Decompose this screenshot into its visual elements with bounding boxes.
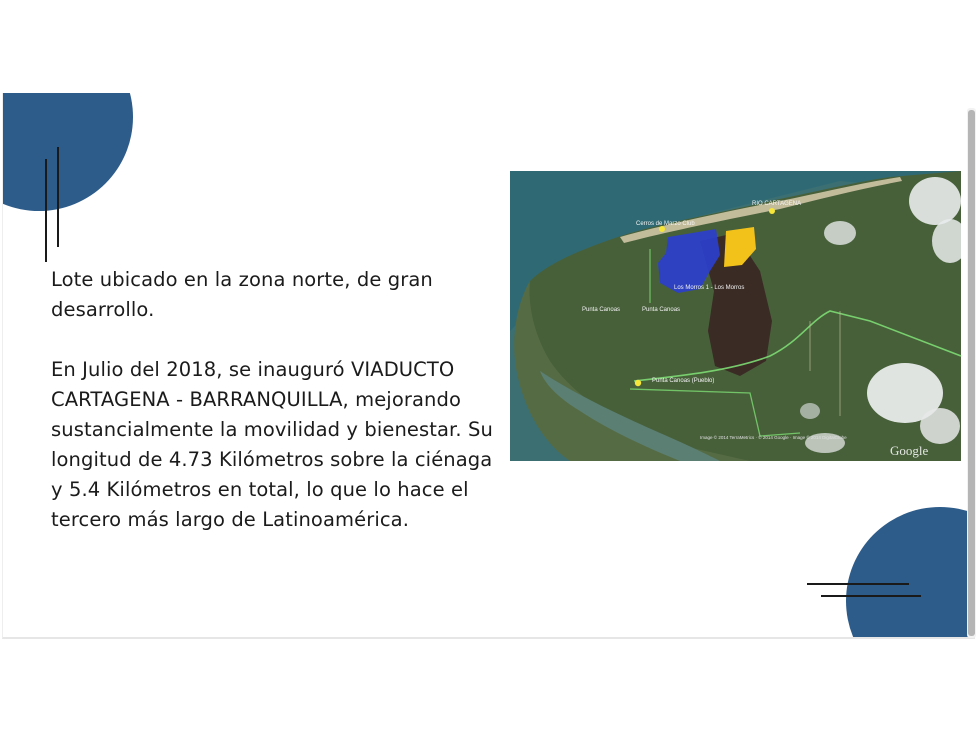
presentation-slide <box>2 93 975 639</box>
map-label-punta-canoas-1: Punta Canoas <box>582 307 621 313</box>
decorative-line <box>57 147 59 247</box>
decorative-circle-top-left <box>2 93 133 211</box>
vertical-scrollbar[interactable] <box>967 108 976 638</box>
paragraph-location: Lote ubicado en la zona norte, de gran desarrollo. <box>51 268 433 321</box>
decorative-line <box>807 583 909 585</box>
map-watermark: Google <box>890 443 929 458</box>
scrollbar-thumb[interactable] <box>968 110 975 636</box>
map-label-rio-cartagena: RIO CARTAGENA <box>752 201 802 207</box>
decorative-circle-bottom-right <box>846 507 975 639</box>
map-label-punta-canoas-pueblo: Punta Canoas (Pueblo) <box>652 378 715 384</box>
map-credits: Image © 2014 TerraMetrics · © 2014 Google · Image © 2014 DigitalGlobe <box>700 435 847 440</box>
map-label-cerros: Cerros de Marzo Club <box>636 221 695 227</box>
map-label-los-morros: Los Morros 1 - Los Morros <box>674 285 745 291</box>
decorative-line <box>45 159 47 262</box>
satellite-map-image <box>510 171 961 461</box>
map-label-punta-canoas-2: Punta Canoas <box>642 307 681 313</box>
description-text <box>51 265 506 535</box>
paragraph-viaducto: En Julio del 2018, se inauguró VIADUCTO CARTAGENA - BARRANQUILLA, mejorando sustancialmente la movilidad y bienestar. Su longitud de 4.73 Kilómetros sobre la ciénaga y 5.4 Kilómetros en total, lo que lo hace el tercero más largo de Latinoamérica. <box>51 358 493 531</box>
decorative-line <box>821 595 921 597</box>
